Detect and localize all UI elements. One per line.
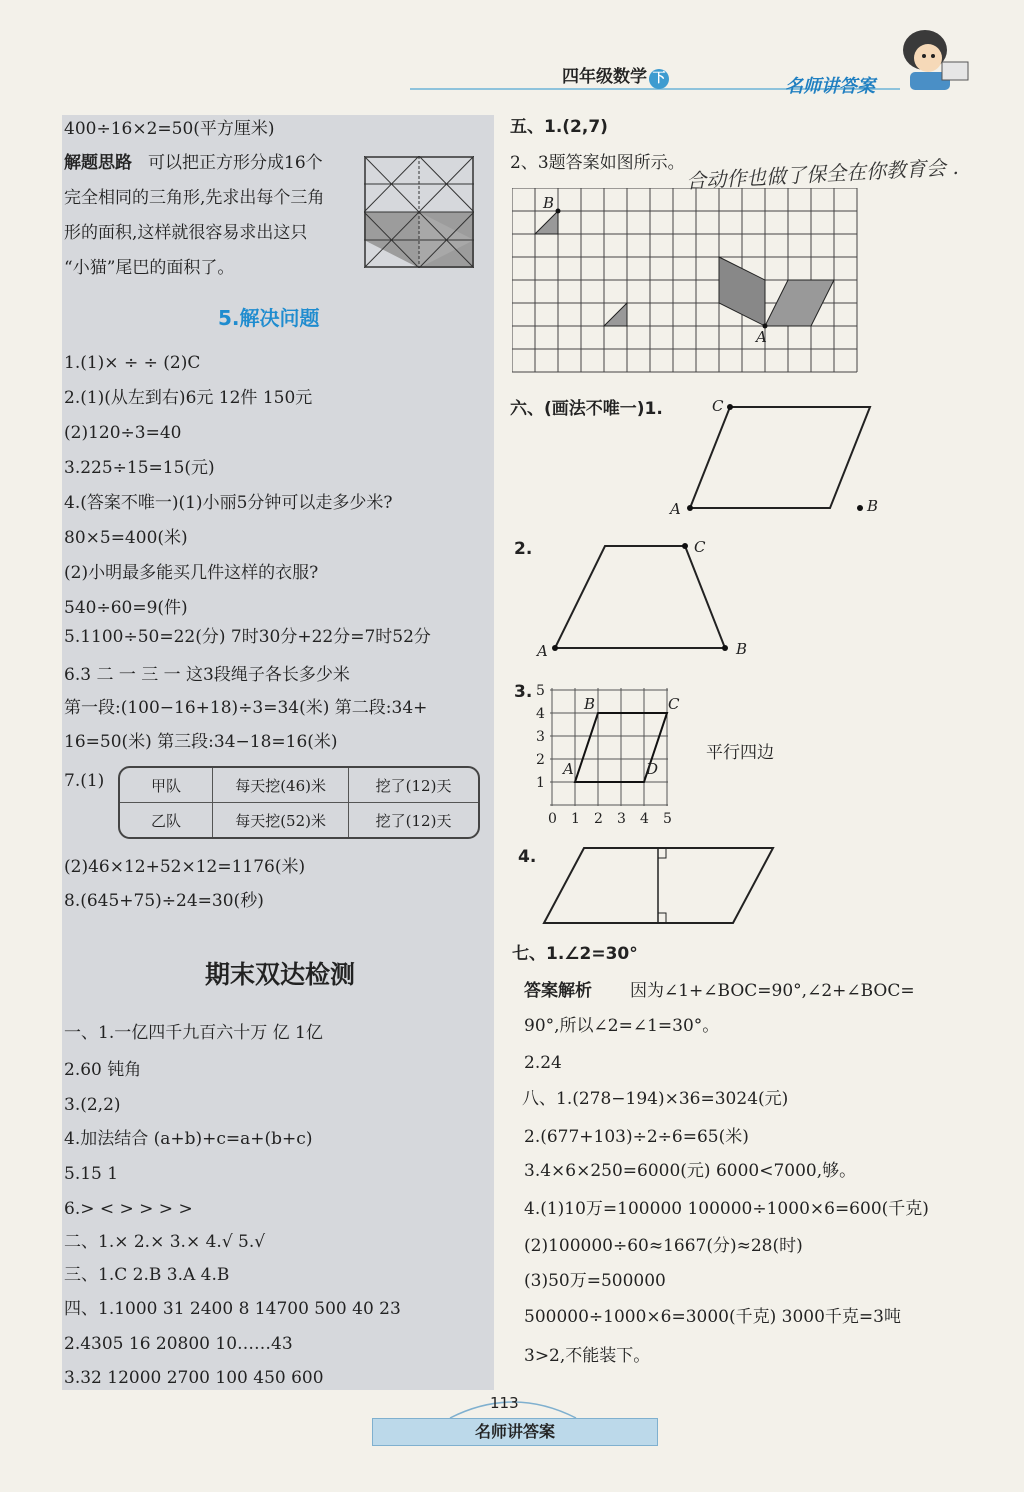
answer-line: 3>2,不能装下。 (524, 1346, 651, 1366)
answer-line: 8.(645+75)÷24=30(秒) (64, 891, 264, 911)
axis-tick: 3 (617, 811, 626, 827)
answer-line: 4.(1)10万=100000 100000÷1000×6=600(千克) (524, 1199, 929, 1219)
answer-line: 八、1.(278−194)×36=3024(元) (522, 1089, 789, 1109)
answer-line: 5.15 1 (64, 1164, 119, 1184)
page-number: 113 (490, 1394, 519, 1412)
coordinate-grid-figure (550, 688, 670, 806)
answer-line: 五、1.(2,7) (510, 117, 608, 137)
answer-line: 2. (514, 539, 533, 559)
point-label: A (537, 642, 548, 660)
tip-text: “小猫”尾巴的面积了。 (64, 258, 235, 278)
answer-line: 七、1.∠2=30° (512, 944, 638, 964)
tip-text: 可以把正方形分成16个 (148, 153, 323, 173)
answer-line: (2)46×12+52×12=1176(米) (64, 857, 306, 877)
answer-line: (2)小明最多能买几件这样的衣服? (64, 563, 319, 583)
answer-line: 因为∠1+∠BOC=90°,∠2+∠BOC= (630, 981, 915, 1001)
answer-line: 400÷16×2=50(平方厘米) (64, 119, 275, 139)
answer-line: 六、(画法不唯一)1. (510, 399, 663, 419)
answer-line: 6.3 二 一 三 一 这3段绳子各长多少米 (64, 665, 350, 685)
answer-line: 3.4×6×250=6000(元) 6000<7000,够。 (524, 1161, 857, 1181)
answer-line: 500000÷1000×6=3000(千克) 3000千克=3吨 (524, 1307, 901, 1327)
answer-line: 1.(1)× ÷ ÷ (2)C (64, 353, 201, 373)
answer-line: 第一段:(100−16+18)÷3=34(米) 第二段:34+ (64, 698, 428, 718)
answer-line: 一、1.一亿四千九百六十万 亿 1亿 (64, 1023, 323, 1043)
point-label: D (646, 760, 659, 778)
answer-line: 2.60 钝角 (64, 1060, 142, 1080)
answer-line: 5.1100÷50=22(分) 7时30分+22分=7时52分 (64, 627, 431, 647)
table-cell: 每天挖(46)米 (213, 768, 349, 803)
answer-line: 2.(1)(从左到右)6元 12件 150元 (64, 388, 313, 408)
axis-tick: 5 (663, 811, 672, 827)
trapezoid-figure (545, 540, 735, 655)
brand-logo-text: 名师讲答案 (785, 76, 875, 97)
mascot-illustration (880, 20, 980, 100)
answer-line: 540÷60=9(件) (64, 598, 188, 618)
answer-line: 2、3题答案如图所示。 (510, 153, 685, 173)
axis-tick: 0 (548, 811, 557, 827)
point-label: C (668, 695, 680, 713)
point-label: B (584, 695, 596, 713)
point-label: B (867, 497, 879, 515)
exam-title: 期末双达检测 (205, 960, 356, 989)
answer-line: 7.(1) (64, 771, 105, 791)
tip-text: 完全相同的三角形,先求出每个三角 (64, 188, 325, 208)
grid-figure (512, 188, 862, 378)
axis-tick: 4 (536, 706, 545, 722)
answer-line: 16=50(米) 第三段:34−18=16(米) (64, 732, 338, 752)
axis-tick: 2 (536, 752, 545, 768)
header-title: 四年级数学 下 (562, 62, 669, 89)
axis-tick: 4 (640, 811, 649, 827)
axis-tick: 5 (536, 683, 545, 699)
answer-line: 3. (514, 682, 533, 702)
point-label: C (694, 538, 706, 556)
analysis-label: 答案解析 (524, 981, 592, 1001)
point-label: B (736, 640, 748, 658)
answer-line: 二、1.× 2.× 3.× 4.√ 5.√ (64, 1232, 266, 1252)
axis-tick: 3 (536, 729, 545, 745)
answer-line: (2)100000÷60≈1667(分)≈28(时) (524, 1236, 803, 1256)
answer-line: 4.(答案不唯一)(1)小丽5分钟可以走多少米? (64, 493, 393, 513)
page-header (0, 0, 1024, 110)
answer-line: 3.225÷15=15(元) (64, 458, 215, 478)
table-row (120, 803, 478, 837)
section-title: 5.解决问题 (218, 306, 320, 330)
answer-line: (3)50万=500000 (524, 1271, 666, 1291)
answer-line: 90°,所以∠2=∠1=30°。 (524, 1016, 720, 1036)
team-table (118, 766, 480, 839)
table-cell: 挖了(12)天 (349, 768, 478, 803)
point-label: A (563, 760, 574, 778)
axis-tick: 1 (571, 811, 580, 827)
answer-line: 2.24 (524, 1053, 562, 1073)
point-label: C (712, 397, 724, 415)
answer-line: 3.32 12000 2700 100 450 600 (64, 1368, 324, 1388)
table-cell: 乙队 (120, 803, 213, 837)
figure-caption: 平行四边 (706, 743, 774, 763)
tip-label: 解题思路 (64, 153, 132, 173)
answer-line: 四、1.1000 31 2400 8 14700 500 40 23 (64, 1299, 401, 1319)
answer-line: 6.> < > > > > (64, 1199, 193, 1219)
table-cell: 每天挖(52)米 (213, 803, 349, 837)
answer-line: 80×5=400(米) (64, 528, 188, 548)
parallelogram-height-figure (540, 845, 780, 927)
point-label: A (670, 500, 681, 518)
table-cell: 甲队 (120, 768, 213, 803)
volume-badge: 下 (649, 69, 669, 89)
table-row (120, 768, 478, 803)
answer-line: 2.(677+103)÷2÷6=65(米) (524, 1127, 749, 1147)
handwritten-note: 合动作也做了保全在你教育会 . (685, 154, 960, 194)
axis-tick: 1 (536, 775, 545, 791)
tip-text: 形的面积,这样就很容易求出这只 (64, 223, 308, 243)
answer-line: 4. (518, 847, 537, 867)
parallelogram-figure (680, 400, 880, 515)
square-triangle-figure (364, 156, 474, 268)
answer-line: 三、1.C 2.B 3.A 4.B (64, 1265, 230, 1285)
answer-line: 2.4305 16 20800 10……43 (64, 1334, 293, 1354)
table-cell: 挖了(12)天 (375, 811, 452, 830)
answer-line: (2)120÷3=40 (64, 423, 182, 443)
answer-line: 3.(2,2) (64, 1095, 121, 1115)
point-label: B (543, 194, 555, 212)
footer-brand: 名师讲答案 (372, 1418, 658, 1446)
axis-tick: 2 (594, 811, 603, 827)
point-label: A (756, 328, 767, 346)
answer-line: 4.加法结合 (a+b)+c=a+(b+c) (64, 1129, 313, 1149)
